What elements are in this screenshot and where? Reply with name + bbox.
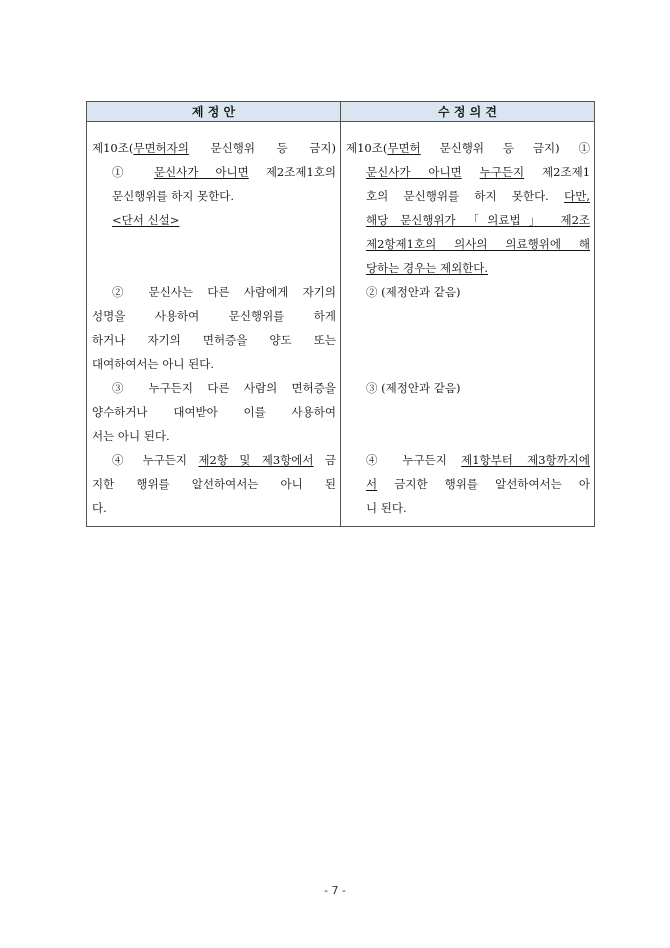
- amendment-column: [341, 122, 595, 527]
- amend-para1-line4: 제2항제1호의 의사의 의료행위에 해: [366, 237, 590, 251]
- draft-para2-line4: 대여하여서는 아니 된다.: [92, 357, 215, 371]
- draft-para4-line2: 지한 행위를 알선하여서는 아니 된: [92, 477, 336, 491]
- draft-proviso-new: <단서 신설>: [112, 213, 180, 227]
- amend-para4-line3: 니 된다.: [366, 501, 407, 515]
- draft-para4-line3: 다.: [92, 501, 107, 515]
- draft-text: [92, 136, 336, 520]
- draft-para3-line1: ③ 누구든지 다른 사람의 면허증을: [112, 381, 336, 395]
- amend-para1-line5: 당하는 경우는 제외한다.: [366, 261, 489, 275]
- draft-para2-line1: ② 문신사는 다른 사람에게 자기의: [112, 285, 336, 299]
- draft-para3-line2: 양수하거나 대여받아 이를 사용하여: [92, 405, 336, 419]
- amend-para2: ② (제정안과 같음): [366, 285, 461, 299]
- draft-para2-line2: 성명을 사용하여 문신행위를 하게: [92, 309, 336, 323]
- amendment-text: [346, 136, 590, 520]
- page-number: - 7 -: [324, 884, 346, 897]
- spacer: [92, 256, 336, 280]
- amend-para3: ③ (제정안과 같음): [366, 381, 461, 395]
- amend-para1-line2: 호의 문신행위를 하지 못한다. 다만,: [366, 189, 590, 203]
- header-draft: 제 정 안: [87, 102, 341, 122]
- draft-para4-line1: ④ 누구든지 제2항 및 제3항에서 금: [112, 453, 337, 467]
- amend-article-title: 제10조(무면허 문신행위 등 금지) ①: [346, 141, 590, 155]
- draft-article-title: 제10조(무면허자의 문신행위 등 금지): [92, 141, 336, 155]
- amend-para4-line1: ④ 누구든지 제1항부터 제3항까지에: [366, 453, 590, 467]
- draft-para3-line3: 서는 아니 된다.: [92, 429, 170, 443]
- comparison-table: [86, 101, 595, 527]
- draft-para2-line3: 하거나 자기의 면허증을 양도 또는: [92, 333, 336, 347]
- spacer: [346, 352, 590, 376]
- amend-para1-line1: 문신사가 아니면 누구든지 제2조제1: [366, 165, 591, 179]
- spacer: [346, 424, 590, 448]
- header-amendment: 수 정 의 견: [341, 102, 595, 122]
- amend-para4-line2: 서 금지한 행위를 알선하여서는 아: [366, 477, 590, 491]
- spacer: [346, 304, 590, 328]
- spacer: [346, 328, 590, 352]
- draft-para1-line1: ① 문신사가 아니면 제2조제1호의: [112, 165, 336, 179]
- table-row: [87, 122, 595, 527]
- spacer: [346, 400, 590, 424]
- table-header-row: [87, 102, 595, 122]
- draft-para1-line2: 문신행위를 하지 못한다.: [112, 189, 235, 203]
- draft-column: [87, 122, 341, 527]
- amend-para1-line3: 해당 문신행위가 「의료법」 제2조: [366, 213, 590, 227]
- spacer: [92, 232, 336, 256]
